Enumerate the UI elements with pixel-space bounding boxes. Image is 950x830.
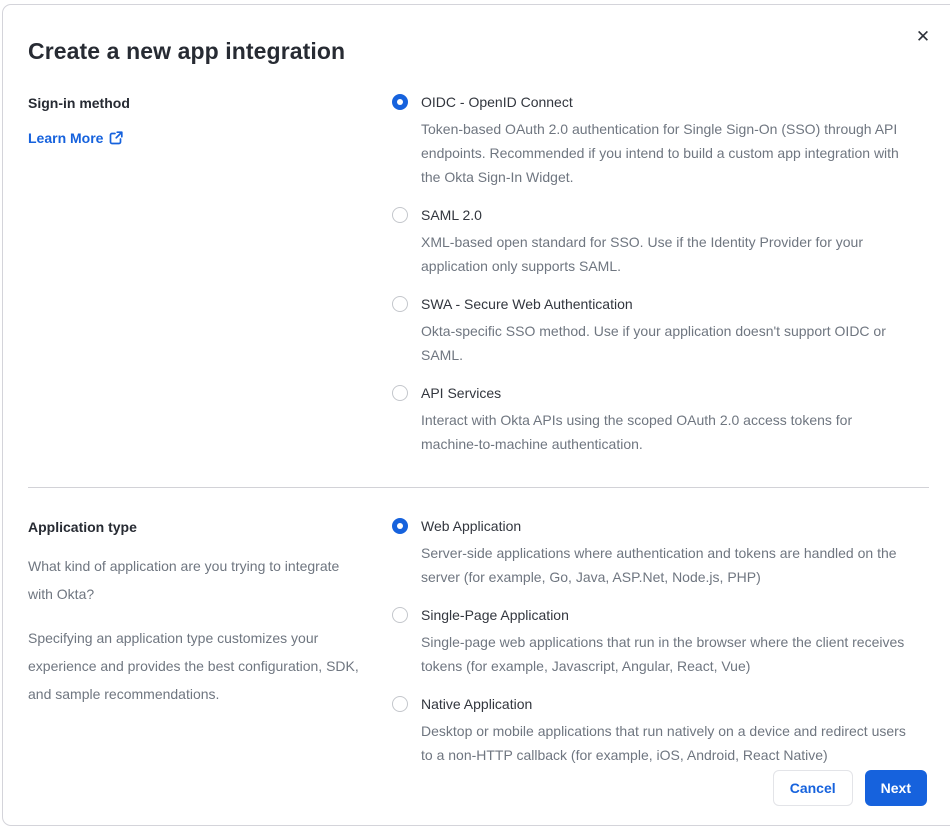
option-saml-description: XML-based open standard for SSO. Use if the Identity Provider for your application only supports SAML. xyxy=(421,234,863,274)
application-type-explainer: Specifying an application type customizes your experience and provides the best configuration, SDK, and sample recommendations. xyxy=(28,630,359,702)
option-api-services-label[interactable]: API Services xyxy=(421,385,502,401)
dialog-content xyxy=(3,5,928,767)
option-single-page-application-label[interactable]: Single-Page Application xyxy=(421,607,569,623)
option-native-application xyxy=(392,696,909,767)
section-divider xyxy=(28,487,929,488)
learn-more-label: Learn More xyxy=(28,130,104,146)
external-link-icon xyxy=(109,131,123,145)
option-oidc xyxy=(392,94,909,189)
option-single-page-application-description: Single-page web applications that run in the browser where the client receives tokens (for example, Javascript, Angular, React, Vue) xyxy=(421,634,905,674)
option-oidc-description: Token-based OAuth 2.0 authentication for Single Sign-On (SSO) through API endpoints. Recommended if you intend to build a custom app integration with the Okta Sign-In Widget. xyxy=(421,121,899,185)
sign-in-method-section xyxy=(28,94,928,456)
sign-in-method-left xyxy=(28,94,392,148)
option-swa-label[interactable]: SWA - Secure Web Authentication xyxy=(421,296,633,312)
option-swa xyxy=(392,296,909,367)
radio-swa[interactable] xyxy=(392,296,408,312)
application-type-options xyxy=(392,518,909,767)
radio-api-services[interactable] xyxy=(392,385,408,401)
option-native-application-label[interactable]: Native Application xyxy=(421,696,533,712)
sign-in-method-options xyxy=(392,94,909,456)
option-web-application-label[interactable]: Web Application xyxy=(421,518,522,534)
option-swa-description: Okta-specific SSO method. Use if your application doesn't support OIDC or SAML. xyxy=(421,323,886,363)
application-type-label: Application type xyxy=(28,519,137,535)
option-saml-label[interactable]: SAML 2.0 xyxy=(421,207,482,223)
option-native-application-description: Desktop or mobile applications that run natively on a device and redirect users to a non-HTTP callback (for example, iOS, Android, React Native) xyxy=(421,723,906,763)
radio-native-application[interactable] xyxy=(392,696,408,712)
option-web-application-description: Server-side applications where authentication and tokens are handled on the server (for example, Go, Java, ASP.Net, Node.js, PHP) xyxy=(421,545,897,585)
option-api-services xyxy=(392,385,909,456)
option-api-services-description: Interact with Okta APIs using the scoped OAuth 2.0 access tokens for machine-to-machine authentication. xyxy=(421,412,853,452)
radio-web-application[interactable] xyxy=(392,518,408,534)
radio-single-page-application[interactable] xyxy=(392,607,408,623)
application-type-section xyxy=(28,518,928,767)
close-icon[interactable]: ✕ xyxy=(911,25,935,49)
radio-oidc[interactable] xyxy=(392,94,408,110)
radio-saml[interactable] xyxy=(392,207,408,223)
option-oidc-label[interactable]: OIDC - OpenID Connect xyxy=(421,94,573,110)
create-app-integration-dialog xyxy=(2,4,950,826)
next-button[interactable]: Next xyxy=(865,770,927,806)
dialog-title: Create a new app integration xyxy=(28,38,346,64)
option-single-page-application xyxy=(392,607,909,678)
sign-in-method-label: Sign-in method xyxy=(28,95,130,111)
cancel-button[interactable]: Cancel xyxy=(773,770,853,806)
option-web-application xyxy=(392,518,909,589)
application-type-question: What kind of application are you trying to integrate with Okta? xyxy=(28,558,340,602)
dialog-footer xyxy=(28,770,927,806)
option-saml xyxy=(392,207,909,278)
learn-more-link[interactable] xyxy=(28,130,123,146)
application-type-left xyxy=(28,518,392,708)
